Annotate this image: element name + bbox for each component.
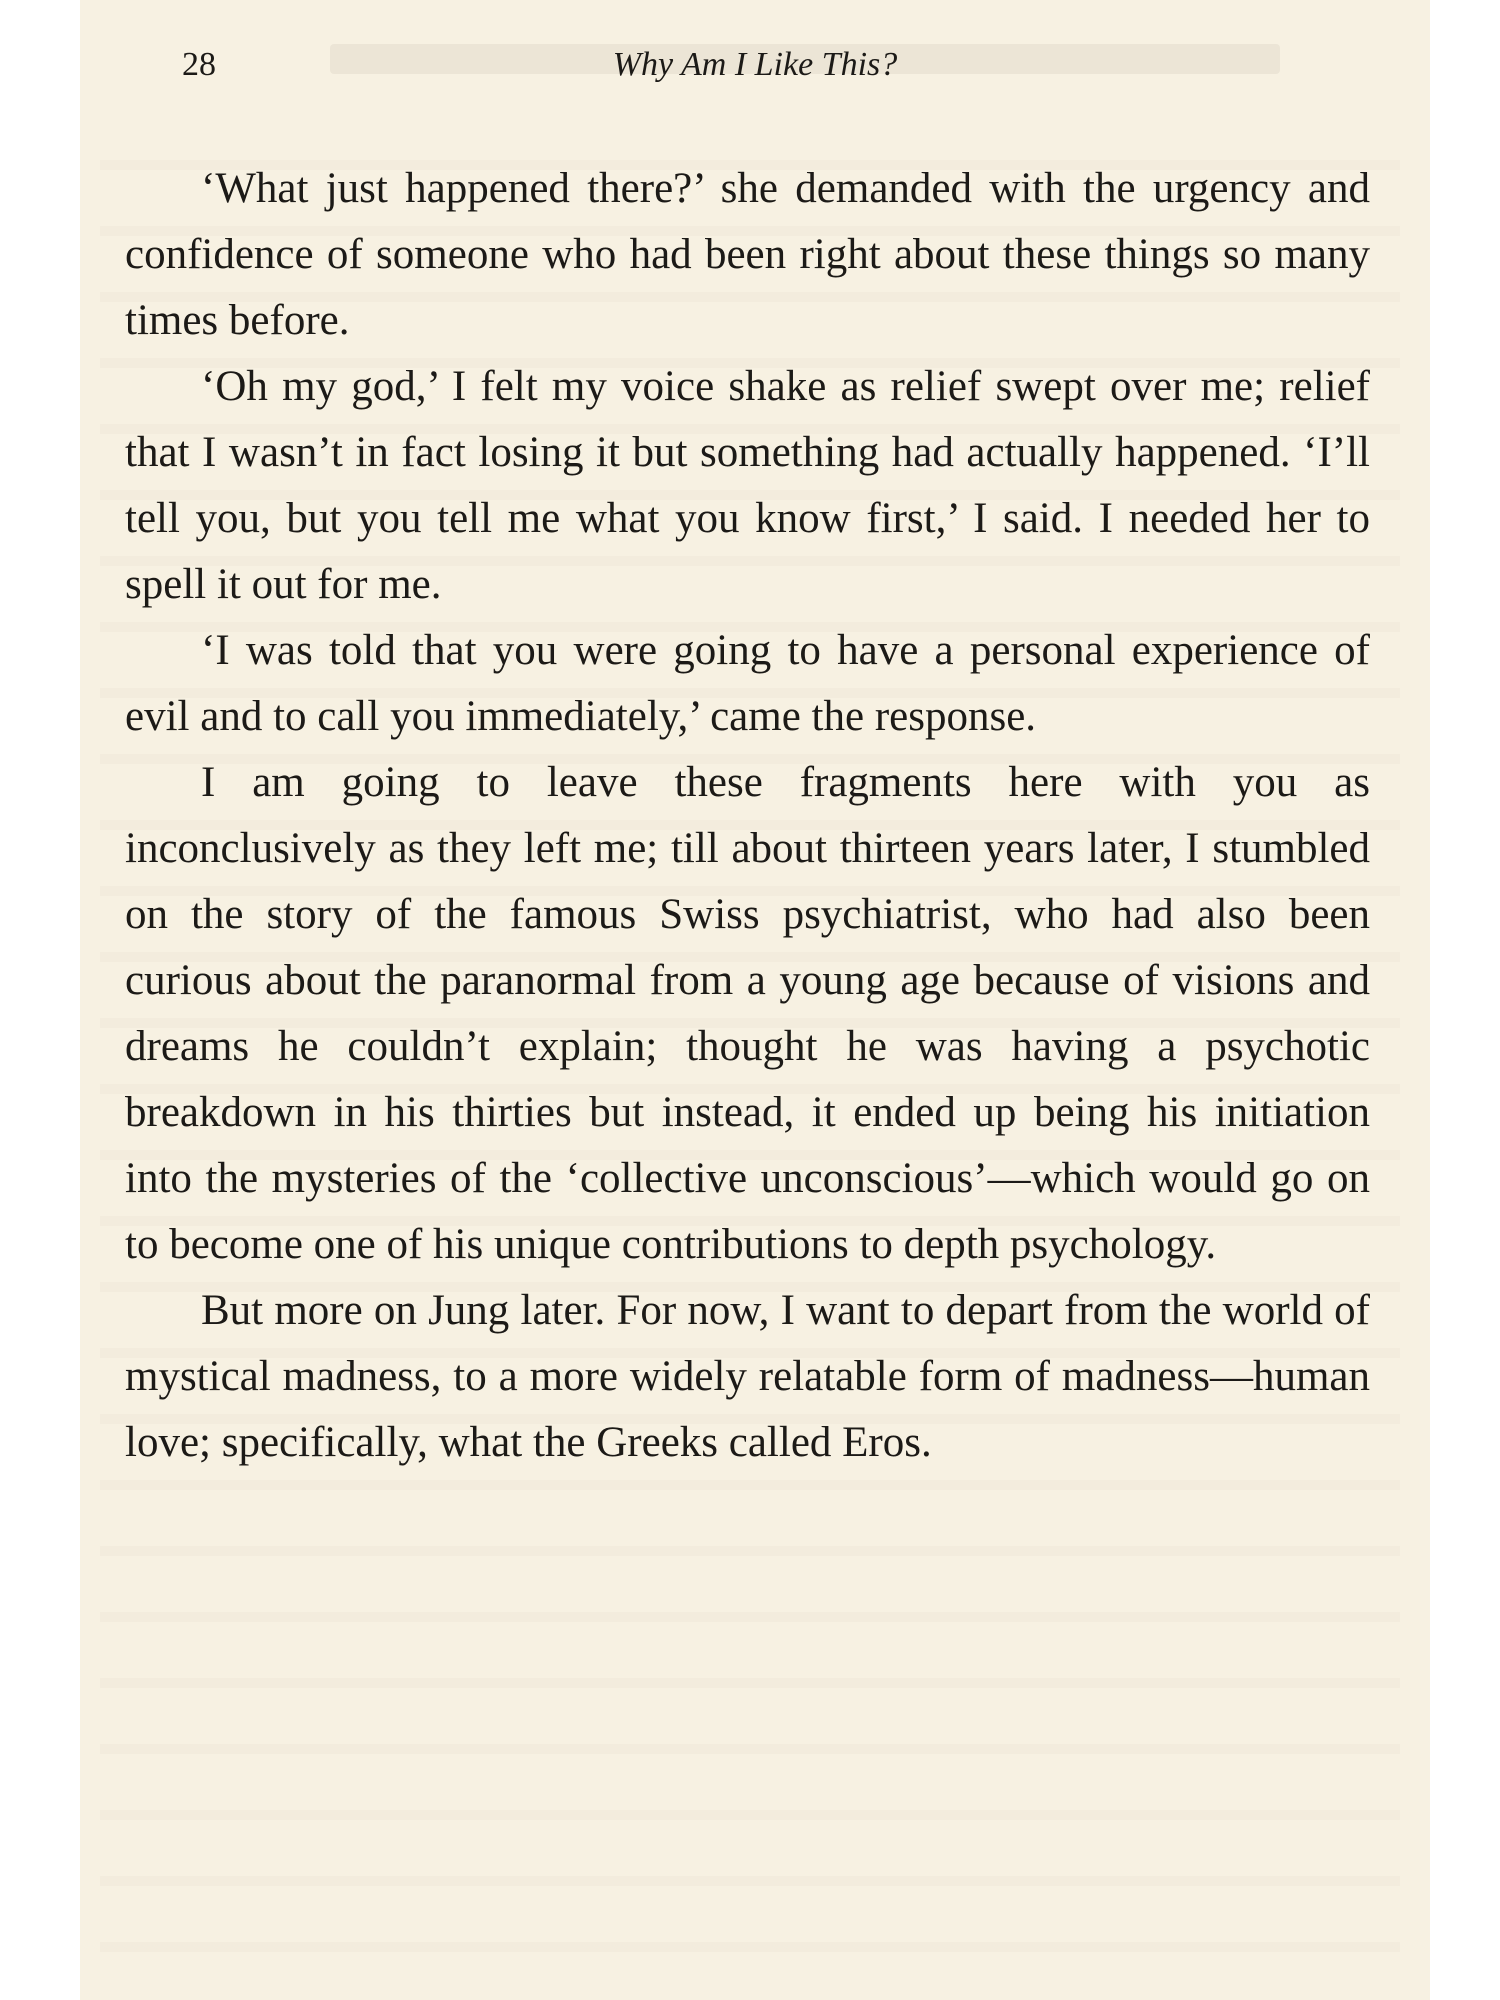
paragraph: ‘What just happened there?’ she demanded with the urgency and confidence of someone who had been right about these things so many times before.: [125, 165, 1370, 344]
running-head: [130, 38, 1380, 88]
paragraph: ‘I was told that you were going to have a personal experience of evil and to call you immediately,’ came the response.: [125, 627, 1370, 740]
page-number: 28: [182, 46, 216, 83]
paragraph: But more on Jung later. For now, I want to depart from the world of mystical madness, to a more widely relatable form of madness—human love; specifically, what the Greeks called Eros.: [125, 1287, 1370, 1466]
body-text: [125, 156, 1370, 1476]
running-title: Why Am I Like This?: [612, 46, 898, 83]
paragraph: ‘Oh my god,’ I felt my voice shake as relief swept over me; relief that I wasn’t in fact losing it but something had actually happened. ‘I’ll tell you, but you tell me what you know first,’ I said. I needed her to spell it out for me.: [125, 363, 1370, 608]
book-page: [80, 0, 1430, 2000]
paragraph: I am going to leave these fragments here with you as inconclusively as they left me; till about thirteen years later, I stumbled on the story of the famous Swiss psychiatrist, who had also been curious about the paranormal from a young age because of visions and dreams he couldn’t explain; thought he was having a psychotic breakdown in his thirties but instead, it ended up being his initiation into the mysteries of the ‘collective unconscious’—which would go on to become one of his unique contributions to depth psychology.: [125, 759, 1370, 1268]
